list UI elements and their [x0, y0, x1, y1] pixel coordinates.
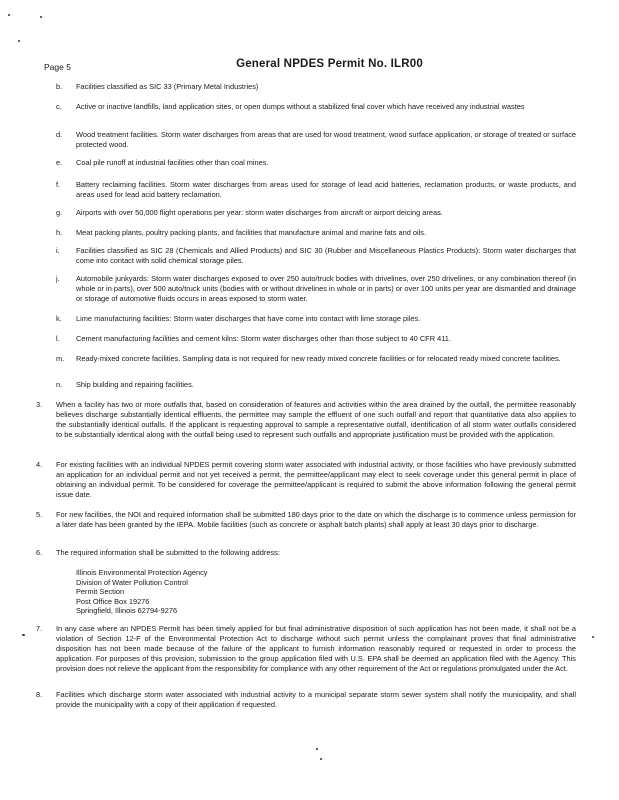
list-item: Active or inactive landfills, land application sites, or open dumps without a stabilized final cover which have received any industrial wastes: [76, 102, 525, 111]
scan-speck: [18, 40, 20, 42]
list-marker: c.: [56, 102, 62, 111]
list-item: Ready-mixed concrete facilities. Sampling data is not required for new ready mixed concrete facilities or for relocated ready mixed concrete facilities.: [76, 354, 561, 363]
mailing-address: [76, 568, 207, 616]
list-item: Meat packing plants, poultry packing plants, and facilities that manufacture animal and marine fats and oils.: [76, 228, 427, 237]
permit-title: General NPDES Permit No. ILR00: [236, 58, 423, 70]
paragraph: In any case where an NPDES Permit has been timely applied for but final administrative disposition of such application has not been made, it shall not be a violation of Section 12-F of the Environmental Protection Act to discharge without such permit unless the complainant proves that final administrative disposition has not been made because of the failure of the applicant to furnish information reasonably required or requested in order to process the application. For purposes of this provision, submission to the group application filed with U.S. EPA shall be deemed an application filed with the Agency. This provision does not relieve the applicant from the responsibility for compliance with any other requirement of the Act or regulations promulgated under the Act.: [56, 624, 576, 673]
scan-speck: [316, 748, 318, 750]
list-item: Facilities classified as SIC 33 (Primary Metal Industries): [76, 82, 259, 91]
list-item: Battery reclaiming facilities. Storm water discharges from areas used for storage of lead acid batteries, reclamation products, or waste products, and areas used for lead acid battery reclamation.: [76, 180, 576, 199]
list-marker: b.: [56, 82, 63, 91]
scan-speck: [22, 634, 25, 636]
paragraph: For existing facilities with an individual NPDES permit covering storm water associated with industrial activity, or those facilities who have previously submitted an application for an individual permit and not yet received a permit, the permittee/applicant may elect to seek coverage under this general permit in place of obtaining an individual permit. To be considered for coverage the permittee/applicant is required to submit the above information following the general permit issue date.: [56, 460, 576, 499]
section-number: 3.: [36, 400, 43, 409]
list-marker: k.: [56, 314, 62, 323]
paragraph: The required information shall be submitted to the following address:: [56, 548, 280, 557]
list-marker: f.: [56, 180, 61, 189]
section-number: 6.: [36, 548, 43, 557]
list-item: Airports with over 50,000 flight operations per year: storm water discharges from aircraft or airport deicing areas.: [76, 208, 443, 217]
list-marker: j.: [56, 274, 60, 283]
section-number: 7.: [36, 624, 43, 633]
paragraph: Facilities which discharge storm water associated with industrial activity to a municipal separate storm sewer system shall notify the municipality, and shall provide the municipality with a copy of their application if requested.: [56, 690, 576, 709]
list-marker: g.: [56, 208, 63, 217]
page-number: Page 5: [44, 62, 71, 72]
list-marker: h.: [56, 228, 63, 237]
address-line: Division of Water Pollution Control: [76, 577, 188, 587]
scan-speck: [592, 636, 594, 638]
address-line: Post Office Box 19276: [76, 596, 150, 606]
paragraph: When a facility has two or more outfalls that, based on consideration of features and activities within the area drained by the outfall, the permittee reasonably believes discharge substantially identical effluents, the permittee may sample the effluent of one such outfall and report that quantitative data also applies to the substantially identical outfalls. If the applicant is requesting approval to sample a representative outfall, identification of all storm water outfalls considered to be substantially identical along with the outfall being used to represent such outfalls and appropriate justification must be provided with the application.: [56, 400, 576, 439]
list-item: Ship building and repairing facilities.: [76, 380, 194, 389]
scan-speck: [8, 14, 10, 16]
scan-speck: [320, 758, 322, 760]
list-marker: i.: [56, 246, 60, 255]
section-number: 5.: [36, 510, 43, 519]
page-title: [0, 58, 619, 70]
scan-speck: [40, 16, 42, 18]
list-marker: n.: [56, 380, 63, 389]
list-item: Cement manufacturing facilities and cement kilns: Storm water discharges other than those subject to 40 CFR 411.: [76, 334, 451, 343]
list-marker: l.: [56, 334, 60, 343]
paragraph: For new facilities, the NOI and required information shall be submitted 180 days prior to the date on which the discharge is to commence unless permission for a later date has been granted by the IEPA. Mobile facilities (such as concrete or asphalt batch plants) shall apply at least 30 days prior to discharge.: [56, 510, 576, 529]
address-line: Springfield, Illinois 62794-9276: [76, 606, 178, 616]
section-number: 8.: [36, 690, 43, 699]
list-item: Coal pile runoff at industrial facilities other than coal mines.: [76, 158, 269, 167]
list-item: Wood treatment facilities. Storm water discharges from areas that are used for wood treatment, wood surface application, or storage of treated or surface protected wood.: [76, 130, 576, 149]
address-line: Illinois Environmental Protection Agency: [76, 568, 208, 577]
list-item: Facilities classified as SIC 28 (Chemicals and Allied Products) and SIC 30 (Rubber and Miscellaneous Plastics Products): Storm water discharges that come into contact with solid chemical storage piles.: [76, 246, 576, 265]
address-line: Permit Section: [76, 587, 125, 597]
list-marker: e.: [56, 158, 63, 167]
section-number: 4.: [36, 460, 43, 469]
list-item: Lime manufacturing facilities: Storm water discharges that have come into contact with lime storage piles.: [76, 314, 421, 323]
list-marker: d.: [56, 130, 63, 139]
list-marker: m.: [56, 354, 65, 363]
list-item: Automobile junkyards: Storm water discharges exposed to over 250 auto/truck bodies with drivelines, over 250 drivelines, or any combination thereof (in whole or in parts), over 500 auto/truck units (bodies with or without drivelines in whole or in parts) or over 100 units per year are dismantled and drainage or storage of automotive fluids occurs in areas exposed to storm water.: [76, 274, 576, 303]
